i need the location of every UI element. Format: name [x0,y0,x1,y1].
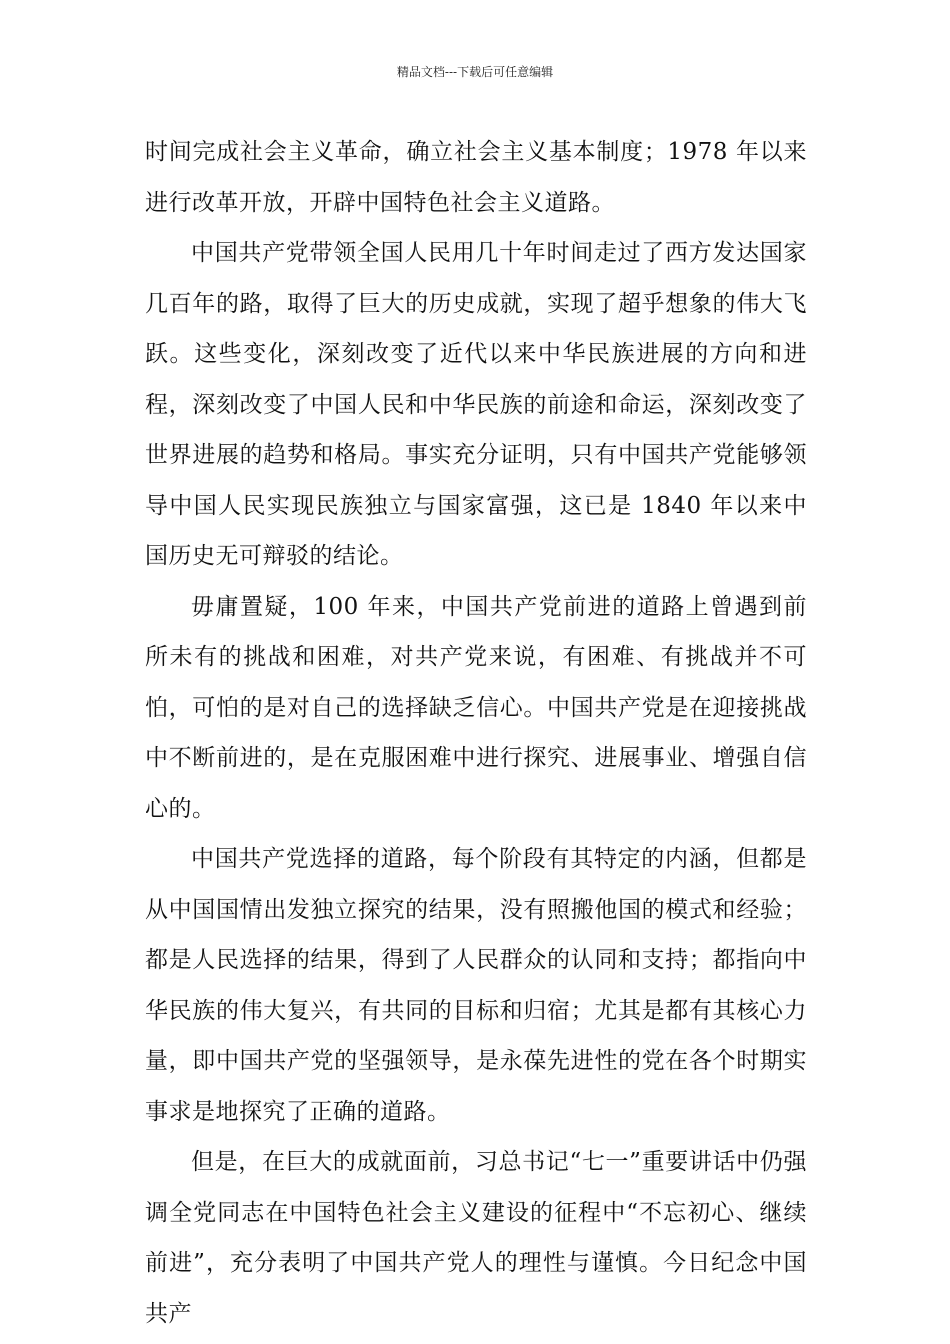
document-body [145,127,807,1339]
page-header: 精品文档---下载后可任意编辑 [396,65,554,79]
paragraph-challenges: 毋庸置疑，100 年来，中国共产党前进的道路上曾遇到前所未有的挑战和困难，对共产党来说，有困难、有挑战并不可怕，可怕的是对自己的选择缺乏信心。中国共产党是在迎接挑战中不断前进的，是在克服困难中进行探究、进展事业、增强自信心的。 [145,593,807,822]
paragraph-original-aspiration: 但是，在巨大的成就面前，习总书记“七一”重要讲话中仍强调全党同志在中国特色社会主义建设的征程中“不忘初心、继续前进”，充分表明了中国共产党人的理性与谨慎。今日纪念中国共产 [145,1149,807,1327]
paragraph-continued: 时间完成社会主义革命，确立社会主义基本制度；1978 年以来进行改革开放，开辟中国特色社会主义道路。 [145,139,807,216]
paragraph-chosen-path: 中国共产党选择的道路，每个阶段有其特定的内涵，但都是从中国国情出发独立探究的结果，没有照搬他国的模式和经验；都是人民选择的结果，得到了人民群众的认同和支持；都指向中华民族的伟大复兴，有共同的目标和归宿；尤其是都有其核心力量，即中国共产党的坚强领导，是永葆先进性的党在各个时期实事求是地探究了正确的道路。 [145,846,807,1125]
paragraph-historic-achievements: 中国共产党带领全国人民用几十年时间走过了西方发达国家几百年的路，取得了巨大的历史成就，实现了超乎想象的伟大飞跃。这些变化，深刻改变了近代以来中华民族进展的方向和进程，深刻改变了中国人民和中华民族的前途和命运，深刻改变了世界进展的趋势和格局。事实充分证明，只有中国共产党能够领导中国人民实现民族独立与国家富强，这已是 1840 年以来中国历史无可辩驳的结论。 [145,240,807,569]
